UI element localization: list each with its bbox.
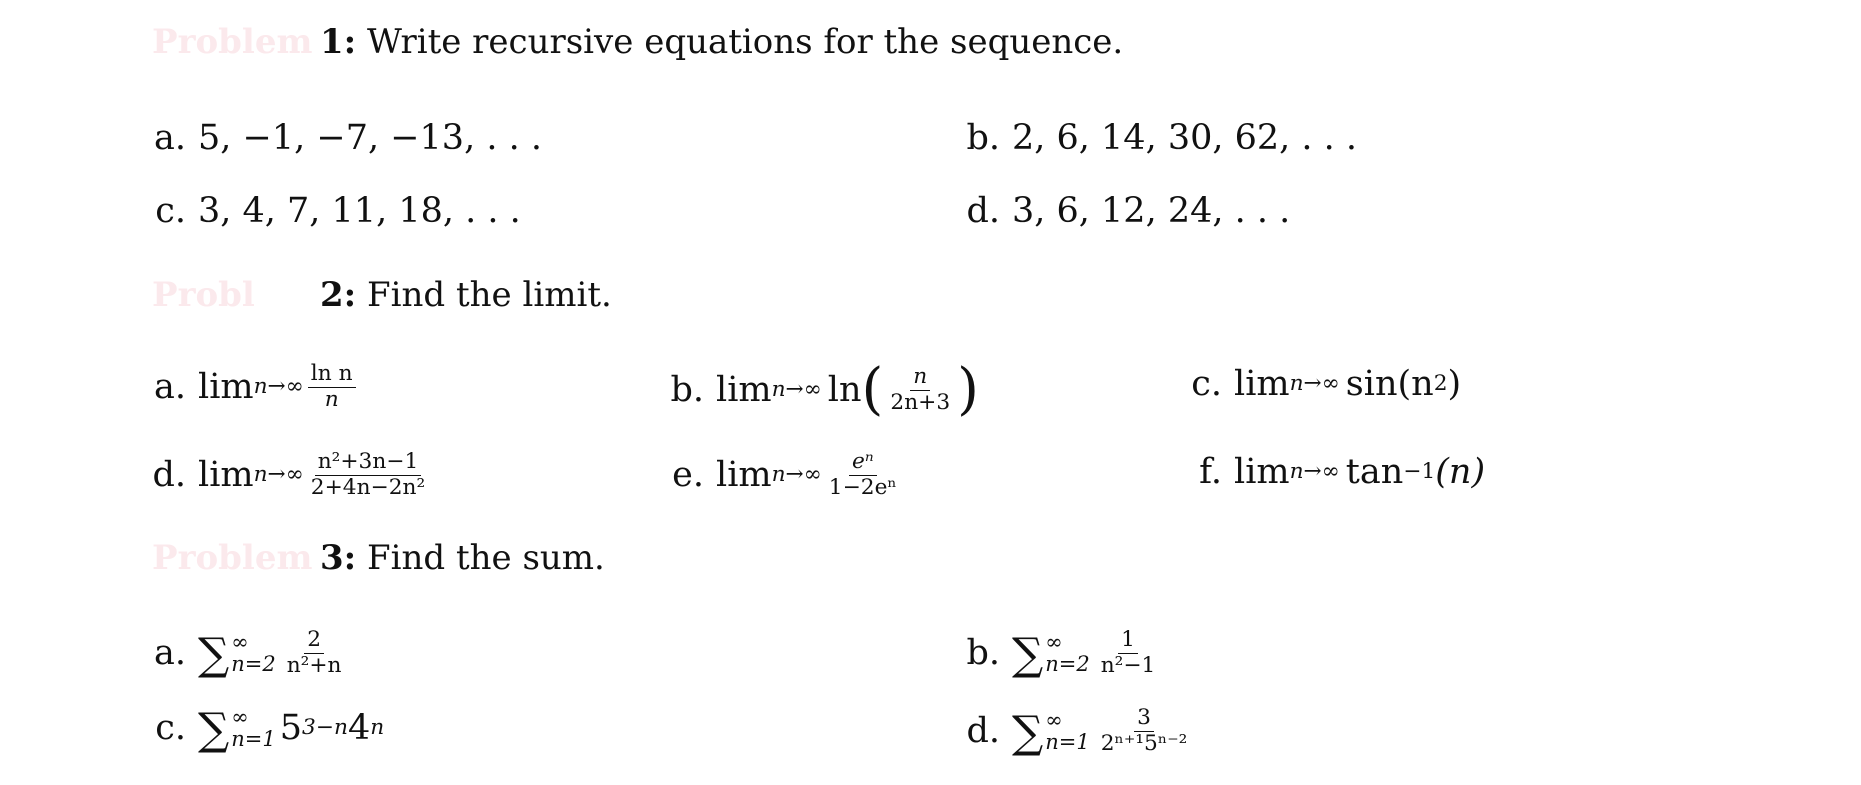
limit-operator: lim	[1234, 364, 1290, 404]
p2-a-numerator: ln n	[308, 362, 356, 388]
problem-1-faint-label: Problem	[152, 22, 313, 62]
p3-c-exp1: 3−n	[302, 715, 348, 741]
p3-d-limits	[1045, 709, 1089, 753]
problem-1-number: 1:	[320, 22, 357, 62]
problem-2-instruction: Find the limit.	[367, 275, 612, 315]
p3-c-upper: ∞	[231, 705, 249, 729]
p1-a-sequence: 5, −1, −7, −13, . . .	[198, 118, 542, 158]
p2-a-label: a.	[154, 367, 186, 408]
p1-item-a	[140, 116, 542, 160]
p2-item-e	[658, 450, 904, 501]
p3-b-label: b.	[966, 633, 1000, 674]
right-paren-icon: )	[957, 357, 980, 422]
sigma-icon: ∑	[198, 629, 230, 681]
p2-e-fraction	[826, 450, 900, 501]
p2-f-label: f.	[1199, 452, 1222, 492]
p3-d-label: d.	[966, 711, 1000, 752]
p1-b-sequence: 2, 6, 14, 30, 62, . . .	[1012, 118, 1358, 158]
limit-subscript: n→∞	[771, 377, 822, 402]
problem-2-number: 2:	[320, 275, 357, 315]
p2-f-argument: (n)	[1435, 452, 1486, 492]
p1-c-label: c.	[155, 191, 186, 231]
p3-a-denominator: n²+n	[286, 652, 342, 678]
p2-b-fraction	[887, 365, 953, 416]
p1-item-d	[954, 189, 1290, 233]
p3-d-lower: n=1	[1045, 730, 1090, 755]
p2-f-function: tan	[1345, 452, 1404, 492]
p3-c-base1: 5	[279, 708, 302, 749]
limit-subscript: n→∞	[1289, 459, 1340, 484]
p3-c-limits	[231, 706, 275, 750]
limit-subscript: n→∞	[771, 462, 822, 488]
p2-b-label: b.	[670, 370, 704, 410]
p3-b-denominator: n²−1	[1100, 652, 1156, 678]
p3-d-numerator: 3	[1134, 706, 1154, 732]
p1-item-c	[140, 189, 521, 233]
problem-1-instruction: Write recursive equations for the sequence.	[367, 22, 1124, 62]
p3-a-lower: n=2	[231, 652, 276, 677]
p2-b-function: ln	[827, 370, 862, 410]
p2-item-d	[140, 450, 432, 501]
p3-d-upper: ∞	[1045, 708, 1063, 733]
p2-item-b	[658, 357, 980, 422]
p2-item-c	[1176, 362, 1461, 406]
problem-3-number: 3:	[320, 538, 357, 578]
p2-a-fraction	[308, 362, 356, 413]
sigma-icon: ∑	[1012, 707, 1044, 759]
limit-operator: lim	[1234, 452, 1290, 492]
p2-b-denominator: 2n+3	[890, 389, 951, 415]
p1-d-sequence: 3, 6, 12, 24, . . .	[1012, 191, 1291, 231]
problem-3-faint-label: Problem	[152, 538, 313, 578]
p3-item-b	[954, 628, 1162, 679]
problem-2-heading	[152, 275, 612, 315]
limit-operator: lim	[198, 367, 254, 408]
p3-c-label: c.	[155, 708, 186, 749]
p3-item-d	[954, 706, 1194, 757]
p2-b-numerator: n	[910, 365, 930, 391]
p3-b-upper: ∞	[1045, 630, 1063, 655]
limit-operator: lim	[198, 455, 254, 496]
sigma-icon: ∑	[1012, 629, 1044, 681]
p3-b-limits	[1045, 631, 1089, 675]
p3-b-lower: n=2	[1045, 652, 1090, 677]
limit-subscript: n→∞	[1289, 371, 1340, 396]
p3-a-upper: ∞	[231, 630, 249, 655]
p3-item-c	[140, 704, 385, 756]
limit-subscript: n→∞	[253, 374, 304, 400]
p1-c-sequence: 3, 4, 7, 11, 18, . . .	[198, 191, 521, 231]
left-paren-icon: (	[861, 357, 884, 422]
p3-item-a	[140, 628, 349, 679]
p3-a-limits	[231, 631, 275, 675]
p2-e-denominator: 1−2eⁿ	[828, 474, 897, 500]
p2-c-function: sin(n	[1345, 364, 1434, 404]
p2-f-exponent: −1	[1403, 459, 1436, 484]
p3-a-numerator: 2	[304, 628, 324, 654]
p3-a-fraction	[284, 628, 345, 679]
limit-operator: lim	[716, 455, 772, 496]
p2-c-label: c.	[1191, 364, 1222, 404]
p1-b-label: b.	[966, 118, 1000, 158]
p2-c-exponent: 2	[1433, 371, 1448, 396]
p2-item-f	[1176, 450, 1485, 494]
p3-d-fraction	[1098, 706, 1191, 757]
p1-item-b	[954, 116, 1357, 160]
p3-c-lower: n=1	[231, 727, 276, 752]
p2-c-close: )	[1447, 364, 1462, 404]
limit-subscript: n→∞	[253, 462, 304, 488]
p2-d-denominator: 2+4n−2n²	[310, 474, 426, 500]
p3-a-label: a.	[154, 633, 186, 674]
p2-a-denominator: n	[324, 386, 339, 412]
problem-1-heading	[152, 22, 1123, 62]
p3-b-fraction	[1098, 628, 1159, 679]
limit-operator: lim	[716, 370, 772, 410]
p2-d-fraction	[308, 450, 428, 501]
p1-d-label: d.	[966, 191, 1000, 231]
sigma-icon: ∑	[198, 704, 230, 756]
p1-a-label: a.	[154, 118, 186, 158]
p3-d-denominator: 2ⁿ⁺¹5ⁿ⁻²	[1100, 730, 1188, 756]
p2-item-a	[140, 362, 360, 413]
p2-d-numerator: n²+3n−1	[315, 450, 422, 476]
p3-b-numerator: 1	[1118, 628, 1138, 654]
problem-3-instruction: Find the sum.	[367, 538, 605, 578]
p2-e-numerator: eⁿ	[849, 450, 877, 476]
problem-2-faint-label: Probl	[152, 275, 255, 315]
p3-c-base2: 4	[347, 708, 371, 749]
p2-e-label: e.	[672, 455, 704, 496]
problem-3-heading	[152, 538, 605, 578]
p2-d-label: d.	[152, 455, 186, 496]
p3-c-exp2: n	[370, 715, 385, 741]
